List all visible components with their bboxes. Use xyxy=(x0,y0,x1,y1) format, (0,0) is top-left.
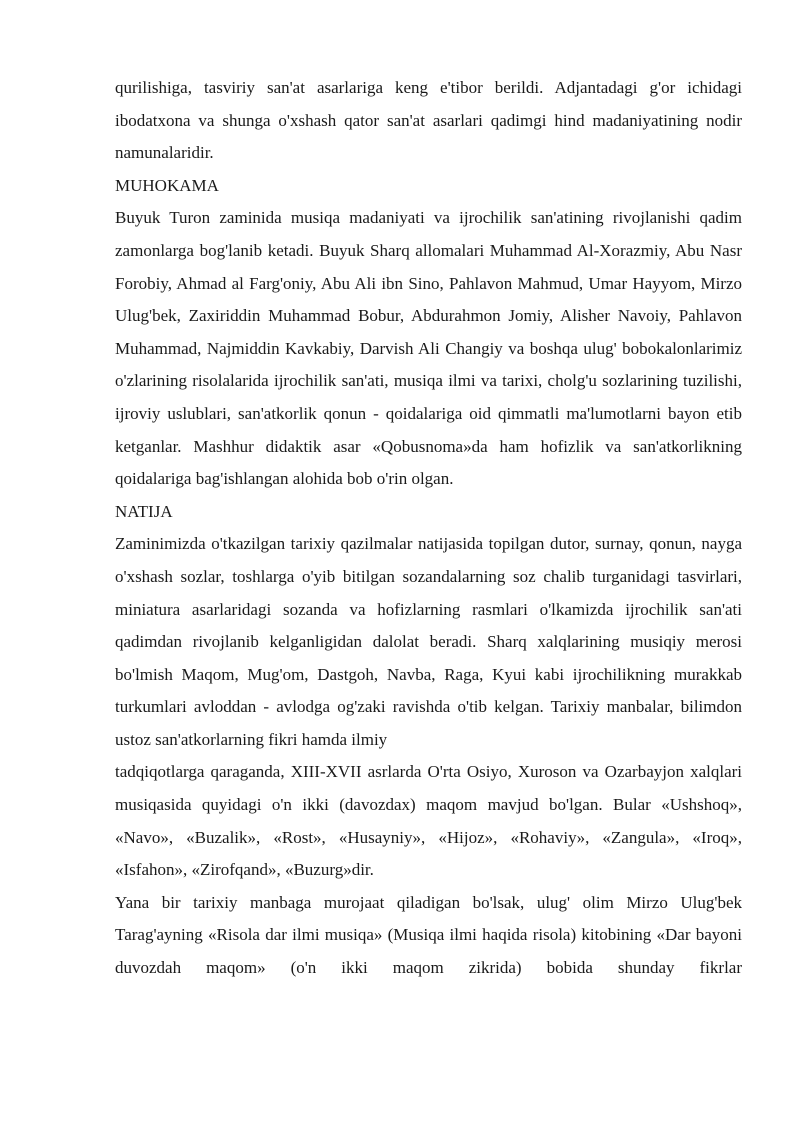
section-heading-natija: NATIJA xyxy=(115,501,173,521)
paragraph-intro: qurilishiga, tasviriy san'at asarlariga keng e'tibor berildi. Adjantadagi g'or ichidagi ibodatxona va shunga o'xshash qator san'at asarlari qadimgi hind madaniyatining nodir namunalaridir. xyxy=(115,78,742,163)
paragraph-natija-3: Yana bir tarixiy manbaga murojaat qiladigan bo'lsak, ulug' olim Mirzo Ulug'bek Tarag'ayning «Risola dar ilmi musiqa» (Musiqa ilmi haqida risola) kitobining «Dar bayoni duvozdah maqom» (o'n ikki maqom zikrida) bobida shunday fikrlar xyxy=(115,892,742,978)
section-heading-muhokama: MUHOKAMA xyxy=(115,175,219,195)
paragraph-natija-2: tadqiqotlarga qaraganda, XIII-XVII asrlarda O'rta Osiyo, Xuroson va Ozarbayjon xalqlari musiqasida quyidagi o'n ikki (davozdax) maqom mavjud bo'lgan. Bular «Ushshoq», «Navo», «Buzalik», «Rost», «Husayniy», «Hijoz», «Rohaviy», «Zangula», «Iroq», «Isfahon», «Zirofqand», «Buzurg»dir. xyxy=(115,762,742,880)
document-page xyxy=(115,72,742,985)
paragraph-natija-1: Zaminimizda o'tkazilgan tarixiy qazilmalar natijasida topilgan dutor, surnay, qonun, nayga o'xshash sozlar, toshlarga o'yib bitilgan sozandalarning soz chalib turganidagi tasvirlari, miniatura asarlaridagi sozanda va hofizlarning rasmlari o'lkamizda ijrochilik san'ati qadimdan rivojlanib kelganligidan dalolat beradi. Sharq xalqlarining musiqiy merosi bo'lmish Maqom, Mug'om, Dastgoh, Navba, Raga, Kyui kabi ijrochilikning murakkab turkumlari avloddan - avlodga og'zaki ravishda o'tib kelgan. Tarixiy manbalar, bilimdon ustoz san'atkorlarning fikri hamda ilmiy xyxy=(115,534,742,749)
paragraph-muhokama: Buyuk Turon zaminida musiqa madaniyati va ijrochilik san'atining rivojlanishi qadim zamonlarga bog'lanib ketadi. Buyuk Sharq allomalari Muhammad Al-Xorazmiy, Abu Nasr Forobiy, Ahmad al Farg'oniy, Abu Ali ibn Sino, Pahlavon Mahmud, Umar Hayyom, Mirzo Ulug'bek, Zaxiriddin Muhammad Bobur, Abdurahmon Jomiy, Alisher Navoiy, Pahlavon Muhammad, Najmiddin Kavkabiy, Darvish Ali Changiy va boshqa ulug' bobokalonlarimiz o'zlarining risolalarida ijrochilik san'ati, musiqa ilmi va tarixi, cholg'u sozlarining tuzilishi, ijroviy uslublari, san'atkorlik qonun - qoidalariga oid qimmatli ma'lumotlarni bayon etib ketganlar. Mashhur didaktik asar «Qobusnoma»da ham hofizlik va san'atkorlikning qoidalariga bag'ishlangan alohida bob o'rin olgan. xyxy=(115,208,742,489)
